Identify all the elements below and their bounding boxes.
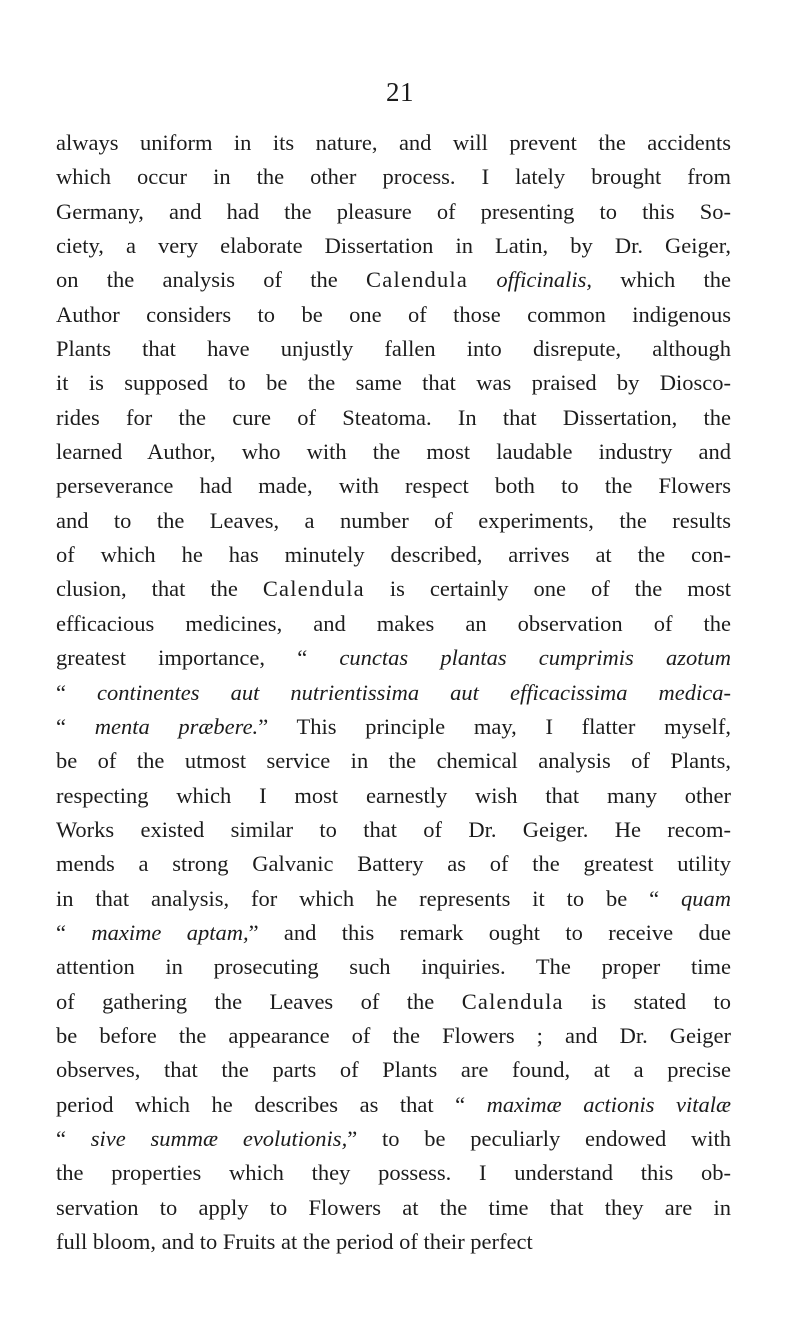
text-segment: perseverance had made, with respect both to the Flowers (56, 473, 731, 499)
text-segment: Germany, and had the pleasure of presenting to this So- (56, 198, 731, 224)
text-segment: “ (56, 713, 95, 739)
text-line (56, 779, 731, 813)
text-segment: Plants that have unjustly fallen into disrepute, although (56, 336, 731, 362)
small-caps-name: Calendula (366, 267, 469, 293)
text-segment: which occur in the other process. I lately brought from (56, 164, 731, 190)
text-segment (468, 267, 496, 292)
text-line (56, 607, 731, 641)
text-segment: “ (56, 679, 98, 705)
text-segment: is certainly one of the most (364, 576, 731, 602)
text-line (56, 710, 731, 744)
text-line (56, 435, 731, 469)
text-segment: which the (591, 267, 731, 293)
body-text (56, 126, 731, 1259)
text-segment: be of the utmost service in the chemical analysis of Plants, (56, 748, 731, 774)
text-line (56, 469, 731, 503)
text-segment: attention in prosecuting such inquiries. The proper time (56, 954, 731, 980)
text-line (56, 126, 731, 160)
text-segment: of gathering the Leaves of the (56, 988, 462, 1014)
text-line (56, 985, 731, 1019)
italic-text: officinalis, (496, 267, 592, 293)
text-segment: be before the appearance of the Flowers ; and Dr. Geiger (56, 1022, 731, 1048)
text-segment: period which he describes as that “ (56, 1091, 487, 1117)
text-segment: rides for the cure of Steatoma. In that Dissertation, the (56, 404, 731, 430)
text-line (56, 401, 731, 435)
small-caps-name: Calendula (262, 576, 365, 602)
italic-text: cunctas plantas cumprimis azotum (339, 645, 731, 671)
text-segment: of which he has minutely described, arrives at the con- (56, 542, 731, 568)
text-line (56, 504, 731, 538)
text-line (56, 332, 731, 366)
page-number: 21 (386, 77, 414, 107)
text-line (56, 263, 731, 297)
text-segment: ” to be peculiarly endowed with (347, 1125, 732, 1151)
text-segment: ” and this remark ought to receive due (248, 919, 731, 945)
text-segment: Author considers to be one of those common indigenous (56, 301, 731, 327)
text-line (56, 641, 731, 675)
text-line (56, 538, 731, 572)
text-line (56, 298, 731, 332)
text-segment: clusion, that the (56, 576, 263, 602)
text-line (56, 744, 731, 778)
text-segment: ciety, a very elaborate Dissertation in Latin, by Dr. Geiger, (56, 233, 731, 259)
text-segment: mends a strong Galvanic Battery as of the greatest utility (56, 851, 731, 877)
text-segment: Works existed similar to that of Dr. Geiger. He recom- (56, 816, 731, 842)
italic-text: sive summæ evolutionis, (90, 1125, 348, 1151)
text-segment: and to the Leaves, a number of experiments, the results (56, 507, 731, 533)
text-line (56, 1122, 731, 1156)
text-line (56, 1019, 731, 1053)
italic-text: maxime aptam, (91, 919, 249, 945)
text-line (56, 916, 731, 950)
text-segment: observes, that the parts of Plants are found, at a precise (56, 1057, 731, 1083)
text-line (56, 1088, 731, 1122)
italic-text: menta præbere. (94, 713, 259, 739)
text-line (56, 676, 731, 710)
text-segment: “ (56, 1125, 91, 1151)
text-segment: full bloom, and to Fruits at the period of their perfect (56, 1229, 533, 1254)
text-line (56, 366, 731, 400)
text-segment: respecting which I most earnestly wish that many other (56, 782, 731, 808)
text-segment: in that analysis, for which he represents it to be “ (56, 885, 681, 911)
text-line (56, 195, 731, 229)
text-line (56, 229, 731, 263)
italic-text: quam (681, 885, 731, 911)
text-line (56, 950, 731, 984)
italic-text: maximæ actionis vitalæ (486, 1091, 731, 1117)
text-segment: efficacious medicines, and makes an observation of the (56, 610, 731, 636)
text-segment: the properties which they possess. I understand this ob- (56, 1160, 731, 1186)
text-segment: ” This principle may, I flatter myself, (258, 713, 731, 739)
text-line (56, 1191, 731, 1225)
text-segment: on the analysis of the (56, 267, 367, 293)
text-line (56, 847, 731, 881)
text-line (56, 160, 731, 194)
text-line (56, 572, 731, 606)
text-segment: is stated to (563, 988, 732, 1014)
text-line (56, 1225, 731, 1259)
small-caps-name: Calendula (461, 988, 564, 1014)
text-line (56, 1156, 731, 1190)
text-segment: servation to apply to Flowers at the time that they are in (56, 1194, 731, 1220)
text-line (56, 882, 731, 916)
text-segment: greatest importance, “ (56, 645, 340, 671)
text-segment: “ (56, 919, 92, 945)
text-segment: learned Author, who with the most laudable industry and (56, 439, 731, 465)
text-line (56, 813, 731, 847)
text-segment: it is supposed to be the same that was praised by Diosco- (56, 370, 731, 396)
text-line (56, 1053, 731, 1087)
text-segment: always uniform in its nature, and will prevent the accidents (56, 130, 731, 155)
italic-text: continentes aut nutrientissima aut efficacissima medica- (97, 679, 731, 705)
